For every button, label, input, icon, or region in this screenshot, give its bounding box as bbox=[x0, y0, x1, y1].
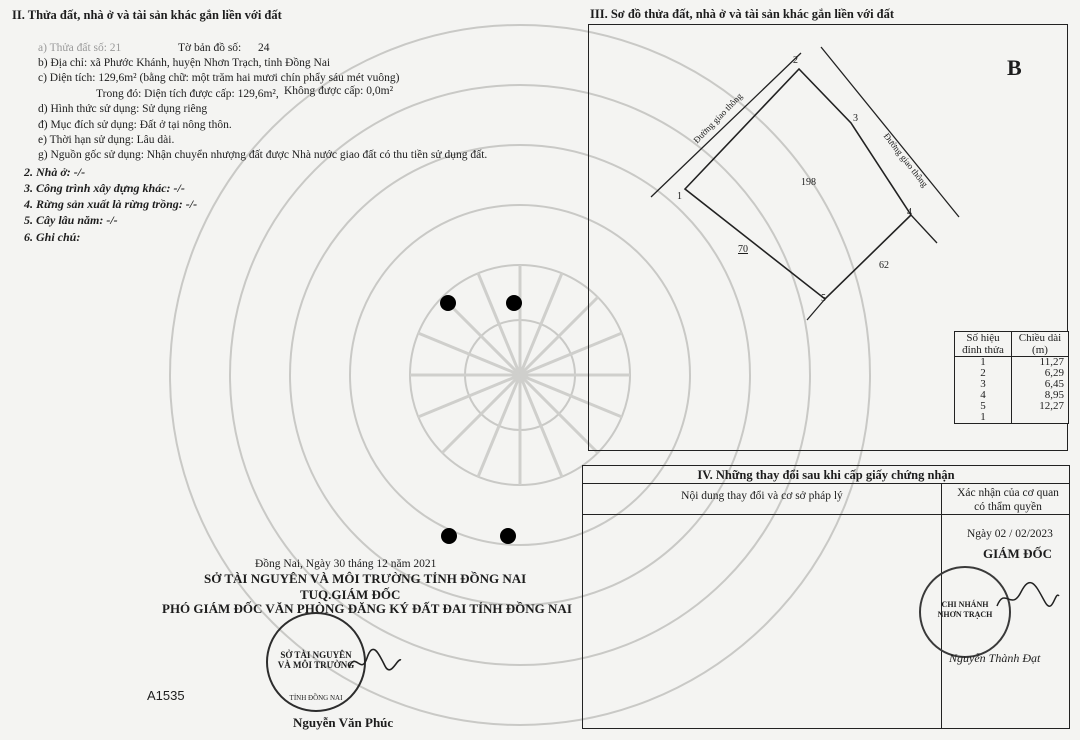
branch-seal-text: CHI NHÁNH NHƠN TRẠCH bbox=[937, 600, 993, 619]
other-works-item: 3. Công trình xây dựng khác: -/- bbox=[24, 181, 185, 195]
vertex-2: 2 bbox=[793, 55, 798, 66]
notes-item: 6. Ghi chú: bbox=[24, 230, 81, 244]
serial-number: A1535 bbox=[147, 688, 185, 703]
area-not-granted: Không được cấp: 0,0m² bbox=[284, 85, 394, 97]
address: b) Địa chỉ: xã Phước Khánh, huyện Nhơn Trạch, tỉnh Đồng Nai bbox=[38, 57, 331, 69]
authorization: TUQ.GIÁM ĐỐC bbox=[300, 587, 401, 602]
changes-box bbox=[582, 465, 1070, 729]
signature-right bbox=[993, 578, 1063, 618]
use-purpose: đ) Mục đích sử dụng: Đất ở tại nông thôn. bbox=[38, 119, 232, 131]
vertex-3: 3 bbox=[853, 113, 858, 124]
parcel-number-right: 62 bbox=[879, 260, 889, 271]
table-row: 3 6,45 bbox=[955, 379, 1069, 390]
parcel-number-left: 70 bbox=[738, 244, 748, 255]
vertex-5: 5 bbox=[821, 293, 826, 304]
perennial-item: 5. Cây lâu năm: -/- bbox=[24, 213, 118, 227]
redaction-dot bbox=[440, 295, 456, 311]
confirmation-column-header: Xác nhận của cơ quan có thẩm quyền bbox=[957, 487, 1059, 513]
seal-ring-text: TỈNH ĐỒNG NAI bbox=[289, 694, 343, 702]
parcel-number-main: 198 bbox=[801, 177, 816, 188]
seal-center-text: SỞ TÀI NGUYÊN VÀ MÔI TRƯỜNG bbox=[277, 650, 355, 670]
edge-length-table bbox=[954, 331, 1069, 424]
use-form: d) Hình thức sử dụng: Sử dụng riêng bbox=[38, 103, 208, 115]
signer-name: Nguyễn Văn Phúc bbox=[293, 715, 394, 730]
table-row: 5 12,27 bbox=[955, 401, 1069, 412]
signer-title: PHÓ GIÁM ĐỐC VĂN PHÒNG ĐĂNG KÝ ĐẤT ĐAI TỈNH ĐỒNG NAI bbox=[162, 601, 572, 616]
table-header-vertex: Số hiệu đỉnh thửa bbox=[955, 332, 1012, 357]
area: c) Diện tích: 129,6m² (bằng chữ: một trăm hai mươi chín phẩy sáu mét vuông) bbox=[38, 72, 400, 84]
change-position: GIÁM ĐỐC bbox=[983, 546, 1052, 561]
redaction-dot bbox=[500, 528, 516, 544]
use-duration: e) Thời hạn sử dụng: Lâu dài. bbox=[38, 134, 175, 146]
use-origin: g) Nguồn gốc sử dụng: Nhận chuyển nhượng đất được Nhà nước giao đất có thu tiền sử dụng đất. bbox=[38, 149, 488, 161]
vertex-1: 1 bbox=[677, 191, 682, 202]
signature-left bbox=[345, 648, 405, 678]
table-row: 1 11,27 bbox=[955, 357, 1069, 369]
house-item: 2. Nhà ở: -/- bbox=[24, 165, 86, 179]
map-sheet-label: Tờ bản đồ số: bbox=[178, 42, 242, 54]
change-signer-name: Nguyễn Thành Đạt bbox=[949, 651, 1041, 665]
section4-title: IV. Những thay đổi sau khi cấp giấy chứng nhận bbox=[697, 468, 955, 482]
table-row: 1 bbox=[955, 412, 1069, 424]
divider bbox=[583, 483, 1069, 484]
map-sheet-number: 24 bbox=[258, 42, 270, 54]
table-row: 4 8,95 bbox=[955, 390, 1069, 401]
table-header-length: Chiều dài (m) bbox=[1012, 332, 1069, 357]
redaction-dot bbox=[506, 295, 522, 311]
redaction-dot bbox=[441, 528, 457, 544]
road-label-left: Đường giao thông bbox=[691, 90, 745, 146]
forest-item: 4. Rừng sản xuất là rừng trồng: -/- bbox=[24, 197, 198, 211]
place-date: Đồng Nai, Ngày 30 tháng 12 năm 2021 bbox=[255, 558, 437, 570]
road-label-right: Đường giao thông bbox=[881, 131, 930, 189]
north-arrow-icon: B bbox=[1007, 55, 1022, 80]
section3-title: III. Sơ đồ thửa đất, nhà ở và tài sản khác gắn liền với đất bbox=[590, 7, 895, 21]
divider bbox=[583, 514, 1069, 515]
issuing-org: SỞ TÀI NGUYÊN VÀ MÔI TRƯỜNG TỈNH ĐỒNG NAI bbox=[204, 571, 527, 586]
section2-title: II. Thửa đất, nhà ở và tài sản khác gắn liền với đất bbox=[12, 8, 282, 22]
parcel-number-faded: a) Thửa đất số: 21 bbox=[38, 42, 122, 54]
changes-column-header: Nội dung thay đổi và cơ sở pháp lý bbox=[681, 490, 843, 502]
area-granted: Trong đó: Diện tích được cấp: 129,6m², bbox=[96, 88, 279, 100]
table-row: 2 6,29 bbox=[955, 368, 1069, 379]
change-date: Ngày 02 / 02/2023 bbox=[967, 528, 1053, 540]
vertex-4: 4 bbox=[907, 207, 912, 218]
